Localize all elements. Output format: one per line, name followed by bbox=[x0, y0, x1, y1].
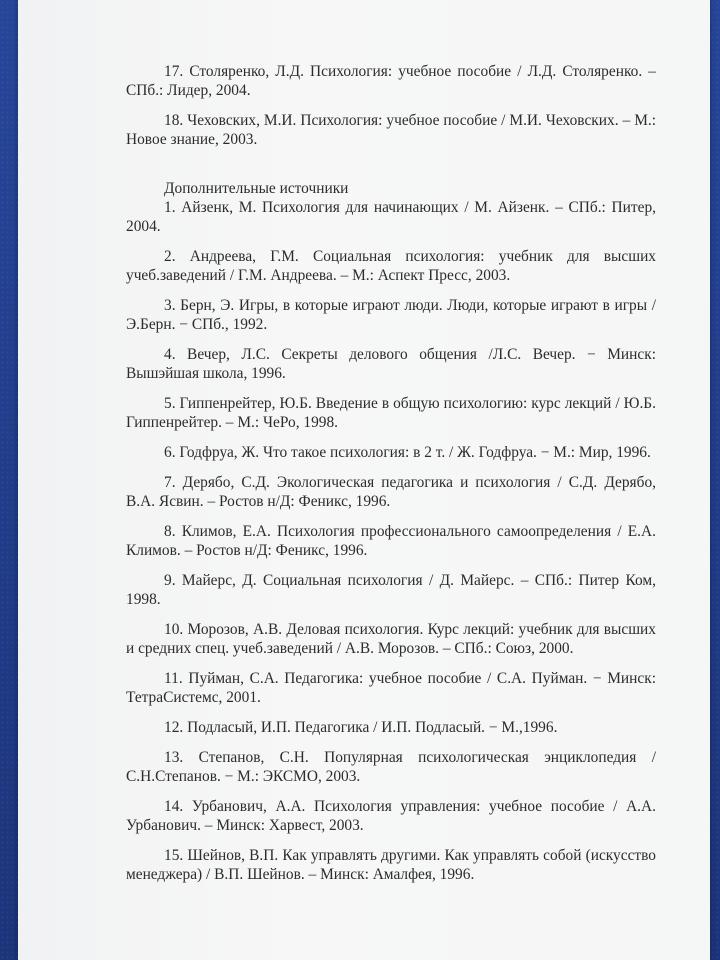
additional-entry-6: 6. Годфруа, Ж. Что такое психология: в 2 т. / Ж. Годфруа. − М.: Мир, 1996. bbox=[164, 444, 651, 461]
additional-entry-7: 7. Дерябо, С.Д. Экологическая педагогика и психология / С.Д. Дерябо, В.А. Ясвин. – Ростов н/Д: Феникс, 1996. bbox=[126, 474, 656, 510]
additional-entry-15: 15. Шейнов, В.П. Как управлять другими. Как управлять собой (искусство менеджера) / В.П. Шейнов. – Минск: Амалфея, 1996. bbox=[126, 847, 656, 883]
additional-entry-12: 12. Подласый, И.П. Педагогика / И.П. Подласый. − М.,1996. bbox=[164, 719, 558, 736]
additional-entry-2: 2. Андреева, Г.М. Социальная психология: учебник для высших учеб.заведений / Г.М. Андреева. – М.: Аспект Пресс, 2003. bbox=[126, 248, 656, 284]
section-heading: Дополнительные источники bbox=[164, 180, 349, 197]
bibliography-text bbox=[126, 62, 656, 895]
additional-entry-11: 11. Пуйман, С.А. Педагогика: учебное пособие / С.А. Пуйман. − Минск: ТетраСистемс, 2001. bbox=[126, 670, 656, 706]
additional-entry-14: 14. Урбанович, А.А. Психология управления: учебное пособие / А.А. Урбанович. – Минск: Харвест, 2003. bbox=[126, 798, 656, 834]
additional-entry-5: 5. Гиппенрейтер, Ю.Б. Введение в общую психологию: курс лекций / Ю.Б. Гиппенрейтер. – М.: ЧеРо, 1998. bbox=[126, 395, 656, 431]
additional-entry-8: 8. Климов, Е.А. Психология профессионального самоопределения / Е.А. Климов. – Ростов н/Д: Феникс, 1996. bbox=[126, 523, 656, 559]
additional-entry-9: 9. Майерс, Д. Социальная психология / Д. Майерс. – СПб.: Питер Ком, 1998. bbox=[126, 572, 656, 608]
additional-entry-3: 3. Берн, Э. Игры, в которые играют люди. Люди, которые играют в игры / Э.Берн. − СПб., 1992. bbox=[126, 297, 656, 333]
additional-entry-1: 1. Айзенк, М. Психология для начинающих / М. Айзенк. – СПб.: Питер, 2004. bbox=[126, 199, 656, 235]
paper-sheet bbox=[18, 0, 710, 960]
additional-entry-10: 10. Морозов, А.В. Деловая психология. Курс лекций: учебник для высших и средних спец. учеб.заведений / А.В. Морозов. – СПб.: Союз, 2000. bbox=[126, 621, 656, 657]
additional-entry-13: 13. Степанов, С.Н. Популярная психологическая энциклопедия / С.Н.Степанов. − М.: ЭКСМО, 2003. bbox=[126, 749, 656, 785]
reference-entry-18: 18. Чеховских, М.И. Психология: учебное пособие / М.И. Чеховских. – М.: Новое знание, 2003. bbox=[126, 112, 656, 148]
additional-entry-4: 4. Вечер, Л.С. Секреты делового общения /Л.С. Вечер. − Минск: Вышэйшая школа, 1996. bbox=[126, 346, 656, 382]
reference-entry-17: 17. Столяренко, Л.Д. Психология: учебное пособие / Л.Д. Столяренко. – СПб.: Лидер, 2004. bbox=[126, 63, 656, 99]
